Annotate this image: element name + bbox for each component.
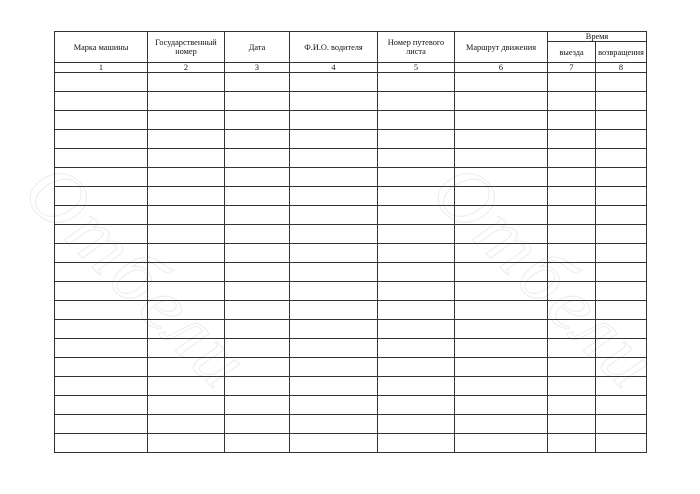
table-cell[interactable]: [378, 320, 455, 339]
table-cell[interactable]: [455, 244, 548, 263]
table-cell[interactable]: [596, 358, 647, 377]
table-cell[interactable]: [55, 244, 148, 263]
table-cell[interactable]: [290, 73, 378, 92]
header-plate: Государственный номер: [148, 32, 225, 63]
table-cell[interactable]: [225, 358, 290, 377]
table-cell[interactable]: [55, 111, 148, 130]
table-cell[interactable]: [548, 168, 596, 187]
table-cell[interactable]: [290, 168, 378, 187]
table-cell[interactable]: [378, 434, 455, 453]
table-cell[interactable]: [225, 434, 290, 453]
table-cell[interactable]: [225, 339, 290, 358]
table-cell[interactable]: [548, 111, 596, 130]
table-cell[interactable]: [148, 73, 225, 92]
table-cell[interactable]: [225, 244, 290, 263]
table-row: [55, 434, 647, 453]
table-cell[interactable]: [548, 358, 596, 377]
table-cell[interactable]: [148, 187, 225, 206]
table-cell[interactable]: [455, 358, 548, 377]
table-row: [55, 187, 647, 206]
table-cell[interactable]: [148, 111, 225, 130]
table-cell[interactable]: [55, 73, 148, 92]
table-row: [55, 320, 647, 339]
header-driver: Ф.И.О. водителя: [290, 32, 378, 63]
table-cell[interactable]: [55, 358, 148, 377]
header-time: Время: [548, 32, 647, 42]
table-cell[interactable]: [148, 130, 225, 149]
table-cell[interactable]: [225, 377, 290, 396]
table-cell[interactable]: [378, 377, 455, 396]
table-cell[interactable]: [548, 434, 596, 453]
column-number: 3: [225, 63, 290, 73]
table-cell[interactable]: [548, 206, 596, 225]
table-cell[interactable]: [596, 111, 647, 130]
table-cell[interactable]: [455, 415, 548, 434]
table-cell[interactable]: [378, 358, 455, 377]
table-cell[interactable]: [596, 206, 647, 225]
table-row: [55, 130, 647, 149]
table-cell[interactable]: [378, 92, 455, 111]
table-row: [55, 168, 647, 187]
table-cell[interactable]: [55, 396, 148, 415]
table-cell[interactable]: [596, 73, 647, 92]
table-cell[interactable]: [55, 282, 148, 301]
table-cell[interactable]: [55, 301, 148, 320]
table-cell[interactable]: [225, 282, 290, 301]
table-cell[interactable]: [148, 320, 225, 339]
table-cell[interactable]: [548, 92, 596, 111]
table-cell[interactable]: [225, 301, 290, 320]
table-cell[interactable]: [548, 301, 596, 320]
table-cell[interactable]: [55, 377, 148, 396]
table-cell[interactable]: [548, 263, 596, 282]
table-cell[interactable]: [596, 320, 647, 339]
table-cell[interactable]: [378, 149, 455, 168]
vehicle-log-table: [54, 31, 647, 453]
table-cell[interactable]: [55, 263, 148, 282]
table-cell[interactable]: [290, 358, 378, 377]
table-cell[interactable]: [455, 377, 548, 396]
table-cell[interactable]: [548, 130, 596, 149]
table-cell[interactable]: [225, 92, 290, 111]
table-cell[interactable]: [225, 187, 290, 206]
table-cell[interactable]: [225, 206, 290, 225]
table-cell[interactable]: [455, 339, 548, 358]
table-row: [55, 339, 647, 358]
column-number: 7: [548, 63, 596, 73]
table-cell[interactable]: [548, 187, 596, 206]
table-cell[interactable]: [290, 130, 378, 149]
table-row: [55, 73, 647, 92]
table-cell[interactable]: [378, 244, 455, 263]
table-cell[interactable]: [378, 168, 455, 187]
table-cell[interactable]: [148, 301, 225, 320]
column-number: 8: [596, 63, 647, 73]
table-cell[interactable]: [290, 339, 378, 358]
table-row: [55, 225, 647, 244]
table-cell[interactable]: [378, 130, 455, 149]
table-cell[interactable]: [290, 206, 378, 225]
table-row: [55, 377, 647, 396]
table-cell[interactable]: [455, 434, 548, 453]
table-row: [55, 111, 647, 130]
header-date: Дата: [225, 32, 290, 63]
table-cell[interactable]: [548, 339, 596, 358]
table-cell[interactable]: [596, 130, 647, 149]
table-cell[interactable]: [55, 339, 148, 358]
table-cell[interactable]: [548, 225, 596, 244]
table-cell[interactable]: [548, 415, 596, 434]
table-cell[interactable]: [55, 130, 148, 149]
table-cell[interactable]: [596, 92, 647, 111]
table-cell[interactable]: [148, 282, 225, 301]
table-cell[interactable]: [378, 111, 455, 130]
table-cell[interactable]: [548, 282, 596, 301]
table-cell[interactable]: [148, 149, 225, 168]
table-cell[interactable]: [548, 396, 596, 415]
table-row: [55, 301, 647, 320]
table-cell[interactable]: [148, 92, 225, 111]
table-cell[interactable]: [378, 225, 455, 244]
table-cell[interactable]: [290, 225, 378, 244]
table-row: [55, 92, 647, 111]
table-cell[interactable]: [596, 225, 647, 244]
table-cell[interactable]: [55, 415, 148, 434]
table-cell[interactable]: [225, 263, 290, 282]
table-cell[interactable]: [225, 111, 290, 130]
table-cell[interactable]: [148, 244, 225, 263]
column-number: 5: [378, 63, 455, 73]
table-cell[interactable]: [596, 415, 647, 434]
table-cell[interactable]: [548, 244, 596, 263]
table-cell[interactable]: [455, 111, 548, 130]
table-cell[interactable]: [148, 396, 225, 415]
table-cell[interactable]: [596, 187, 647, 206]
table-row: [55, 244, 647, 263]
table-cell[interactable]: [596, 396, 647, 415]
column-number: 6: [455, 63, 548, 73]
table-cell[interactable]: [378, 282, 455, 301]
table-cell[interactable]: [596, 434, 647, 453]
table-row: [55, 149, 647, 168]
table-cell[interactable]: [148, 434, 225, 453]
table-cell[interactable]: [148, 206, 225, 225]
table-cell[interactable]: [596, 377, 647, 396]
table-cell[interactable]: [148, 225, 225, 244]
table-cell[interactable]: [55, 320, 148, 339]
table-cell[interactable]: [290, 92, 378, 111]
table-cell[interactable]: [290, 301, 378, 320]
watermark: Отбели: [7, 145, 269, 407]
table-row: [55, 206, 647, 225]
table-cell[interactable]: [148, 415, 225, 434]
table-cell[interactable]: [290, 111, 378, 130]
header-departure: выезда: [548, 42, 596, 63]
table-cell[interactable]: [455, 206, 548, 225]
table-cell[interactable]: [596, 149, 647, 168]
table-cell[interactable]: [225, 415, 290, 434]
table-cell[interactable]: [455, 282, 548, 301]
table-row: [55, 415, 647, 434]
column-numbers-row: [55, 63, 647, 73]
table-row: [55, 282, 647, 301]
table-cell[interactable]: [225, 73, 290, 92]
table-cell[interactable]: [378, 187, 455, 206]
column-number: 1: [55, 63, 148, 73]
table-cell[interactable]: [378, 301, 455, 320]
table-cell[interactable]: [290, 377, 378, 396]
table-cell[interactable]: [455, 168, 548, 187]
table-row: [55, 263, 647, 282]
table-cell[interactable]: [455, 187, 548, 206]
table-cell[interactable]: [455, 225, 548, 244]
table-cell[interactable]: [290, 396, 378, 415]
table-cell[interactable]: [596, 263, 647, 282]
table-cell[interactable]: [548, 73, 596, 92]
header-waybill: Номер путевого листа: [378, 32, 455, 63]
table-cell[interactable]: [290, 244, 378, 263]
table-row: [55, 396, 647, 415]
table-cell[interactable]: [378, 73, 455, 92]
table-cell[interactable]: [290, 434, 378, 453]
table-cell[interactable]: [596, 301, 647, 320]
table-cell[interactable]: [455, 149, 548, 168]
table-cell[interactable]: [596, 339, 647, 358]
table-cell[interactable]: [55, 434, 148, 453]
table-cell[interactable]: [455, 320, 548, 339]
table-cell[interactable]: [55, 206, 148, 225]
table-cell[interactable]: [225, 320, 290, 339]
column-number: 2: [148, 63, 225, 73]
table-cell[interactable]: [290, 187, 378, 206]
table-cell[interactable]: [455, 92, 548, 111]
header-brand: Марка машины: [55, 32, 148, 63]
table-row: [55, 358, 647, 377]
table-cell[interactable]: [148, 377, 225, 396]
table-cell[interactable]: [548, 320, 596, 339]
table-cell[interactable]: [290, 149, 378, 168]
table-cell[interactable]: [596, 244, 647, 263]
table-cell[interactable]: [148, 168, 225, 187]
watermark: Отбели: [415, 145, 677, 407]
table-cell[interactable]: [378, 206, 455, 225]
table-cell[interactable]: [225, 130, 290, 149]
table-cell[interactable]: [290, 263, 378, 282]
table-cell[interactable]: [290, 320, 378, 339]
table-cell[interactable]: [378, 415, 455, 434]
table-body: [55, 73, 647, 453]
table-cell[interactable]: [596, 168, 647, 187]
header-route: Маршрут движения: [455, 32, 548, 63]
table-cell[interactable]: [290, 415, 378, 434]
table-cell[interactable]: [455, 263, 548, 282]
table-cell[interactable]: [455, 73, 548, 92]
table-cell[interactable]: [148, 358, 225, 377]
table-cell[interactable]: [596, 282, 647, 301]
header-return: возвращения: [596, 42, 647, 63]
table-cell[interactable]: [55, 92, 148, 111]
table-cell[interactable]: [290, 282, 378, 301]
table-cell[interactable]: [225, 396, 290, 415]
table-cell[interactable]: [548, 377, 596, 396]
table-cell[interactable]: [225, 168, 290, 187]
table-cell[interactable]: [548, 149, 596, 168]
table-cell[interactable]: [55, 149, 148, 168]
table-cell[interactable]: [455, 396, 548, 415]
table-cell[interactable]: [55, 187, 148, 206]
table-cell[interactable]: [55, 168, 148, 187]
table-cell[interactable]: [378, 263, 455, 282]
table-cell[interactable]: [225, 149, 290, 168]
table-cell[interactable]: [455, 130, 548, 149]
table-cell[interactable]: [225, 225, 290, 244]
table-cell[interactable]: [378, 396, 455, 415]
table-cell[interactable]: [455, 301, 548, 320]
table-cell[interactable]: [148, 339, 225, 358]
table-cell[interactable]: [55, 225, 148, 244]
column-number: 4: [290, 63, 378, 73]
table-cell[interactable]: [148, 263, 225, 282]
table-cell[interactable]: [378, 339, 455, 358]
